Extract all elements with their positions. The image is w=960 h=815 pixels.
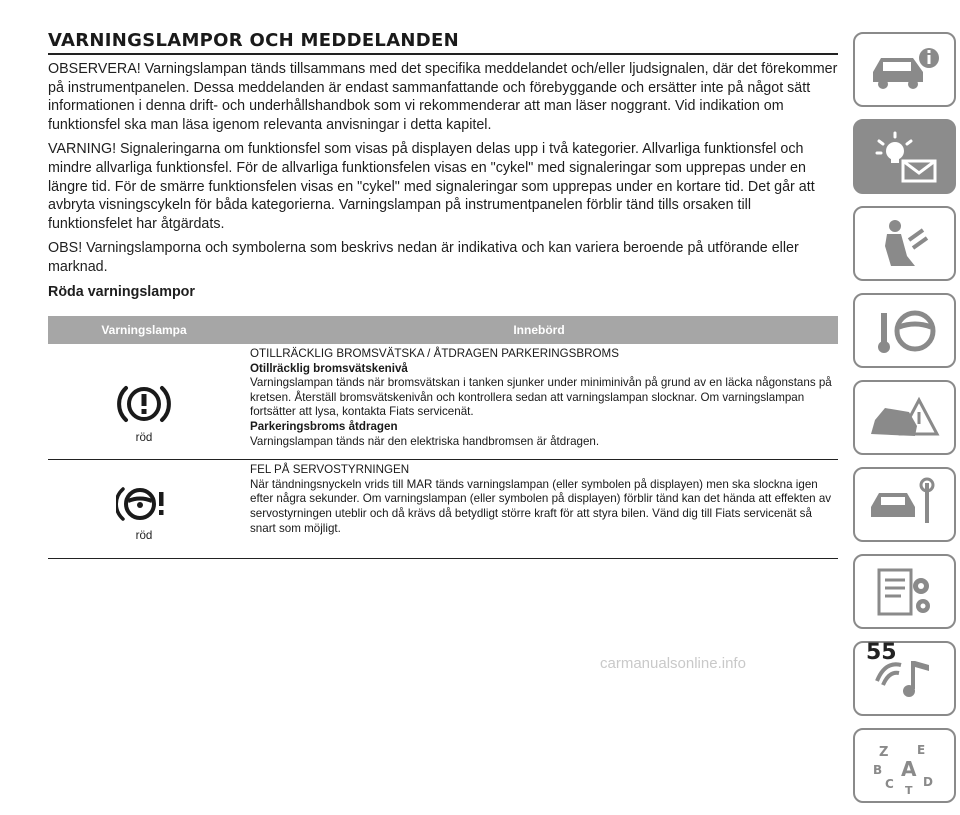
svg-text:T: T	[904, 783, 913, 794]
tab-car-info[interactable]	[853, 32, 956, 107]
paragraph-obs: OBS! Varningslamporna och symbolerna som beskrivs nedan är indikativa och kan variera beroende på utförande eller marknad.	[48, 240, 799, 275]
tab-warning-lights[interactable]	[853, 119, 956, 194]
lamp-cell	[48, 344, 240, 460]
warning-lamp-table	[48, 316, 838, 559]
column-header-meaning: Innebörd	[240, 316, 838, 344]
section-heading: Röda varningslampor	[48, 283, 195, 300]
table-header-row	[48, 316, 838, 344]
table-row	[48, 460, 838, 559]
paragraph-observera: OBSERVERA! Varningslampan tänds tillsammans med det specifika meddelandet och/eller ljudsignalen, där det förekommer på instrumentpanelen. Dessa meddelanden är endast sammanfattande och förebyggande och ersätter inte på något sätt informationen i denna drift- och underhållshandbok som vi rekommenderar att man läser noggrant. Vid indikation om funktionsfel ska man läsa igenom relevanta anvisningar i detta kapitel.	[48, 61, 838, 133]
meaning-title: OTILLRÄCKLIG BROMSVÄTSKA / ÅTDRAGEN PARKERINGSBROMS	[250, 347, 619, 360]
meaning-text: Varningslampan tänds när bromsvätskan i tanken sjunker under miniminivån på grund av en läcka någonstans på kretsen. Återställ bromsvätskenivån och kontrollera sedan att varningslampan slocknar. Om varningslampan fortsätter att lysa, kontakta Fiats servicenät.	[250, 376, 832, 419]
car-info-icon	[865, 42, 945, 98]
meaning-title: FEL PÅ SERVOSTYRNINGEN	[250, 463, 410, 477]
svg-text:D: D	[922, 774, 933, 789]
svg-text:E: E	[916, 742, 925, 757]
meaning-subheading: Parkeringsbroms åtdragen	[250, 419, 398, 433]
meaning-text: När tändningsnyckeln vrids till MAR tänds varningslampan (eller symbolen på displayen) men ska slockna igen efter några sekunder. Om varningslampan (eller symbolen på displayen) förblir tänd kan det hända att effekten av servostyrningen uteblir och då krävs då betydligt större kraft för att styra bilen. Vänd dig till Fiats servicenät så snart som möjligt.	[250, 477, 832, 535]
watermark: carmanualsonline.info	[600, 655, 746, 672]
lamp-color-label: röd	[135, 529, 153, 543]
tab-starting-driving[interactable]	[853, 293, 956, 368]
table-row	[48, 344, 838, 460]
body-text	[48, 60, 838, 307]
meaning-subheading: Otillräcklig bromsvätskenivå	[250, 361, 408, 375]
tab-emergency[interactable]	[853, 380, 956, 455]
svg-text:C: C	[884, 776, 894, 791]
paragraph-varning: VARNING! Signaleringarna om funktionsfel som visas på displayen delas upp i två kategorier. Allvarliga funktionsfel och mindre allvarliga funktionsfel. För de allvarliga funktionsfelen visas en "cykel" med signaleringar som upprepas under en längre tid. För de smärre funktionsfelen visas en "cykel" med signaleringar som upprepas under en kortare tid. Det går att avbryta visningscykeln för båda kategorierna. Varningslampan på instrumentpanelen förblir tänd tills orsaken till funktionsfelet har åtgärdats.	[48, 141, 815, 232]
meaning-text: Varningslampan tänds när den elektriska handbromsen är åtdragen.	[250, 434, 600, 448]
tab-maintenance[interactable]	[853, 467, 956, 542]
car-wrench-icon	[865, 477, 945, 533]
lamp-cell	[48, 460, 240, 559]
tab-technical-data[interactable]	[853, 554, 956, 629]
tab-safety[interactable]	[853, 206, 956, 281]
meaning-cell	[240, 344, 838, 460]
tab-index[interactable]	[853, 728, 956, 803]
column-header-lamp: Varningslampa	[48, 316, 240, 344]
alphabet-index-icon	[865, 738, 945, 794]
svg-text:Z: Z	[878, 744, 888, 760]
meaning-cell	[240, 460, 838, 559]
lamp-color-label: röd	[135, 431, 153, 444]
svg-text:A: A	[900, 756, 916, 781]
chapter-tabs	[853, 32, 956, 815]
warning-light-message-icon	[865, 129, 945, 185]
svg-text:B: B	[872, 762, 882, 777]
page-title: VARNINGSLAMPOR OCH MEDDELANDEN	[48, 31, 838, 55]
page-number: 55	[866, 640, 897, 665]
steering-wheel-key-icon	[865, 303, 945, 359]
brake-warning-icon	[115, 379, 173, 429]
power-steering-warning-icon	[116, 481, 172, 527]
document-gears-icon	[865, 564, 945, 620]
car-crash-warning-icon	[865, 390, 945, 446]
seat-airbag-icon	[865, 216, 945, 272]
